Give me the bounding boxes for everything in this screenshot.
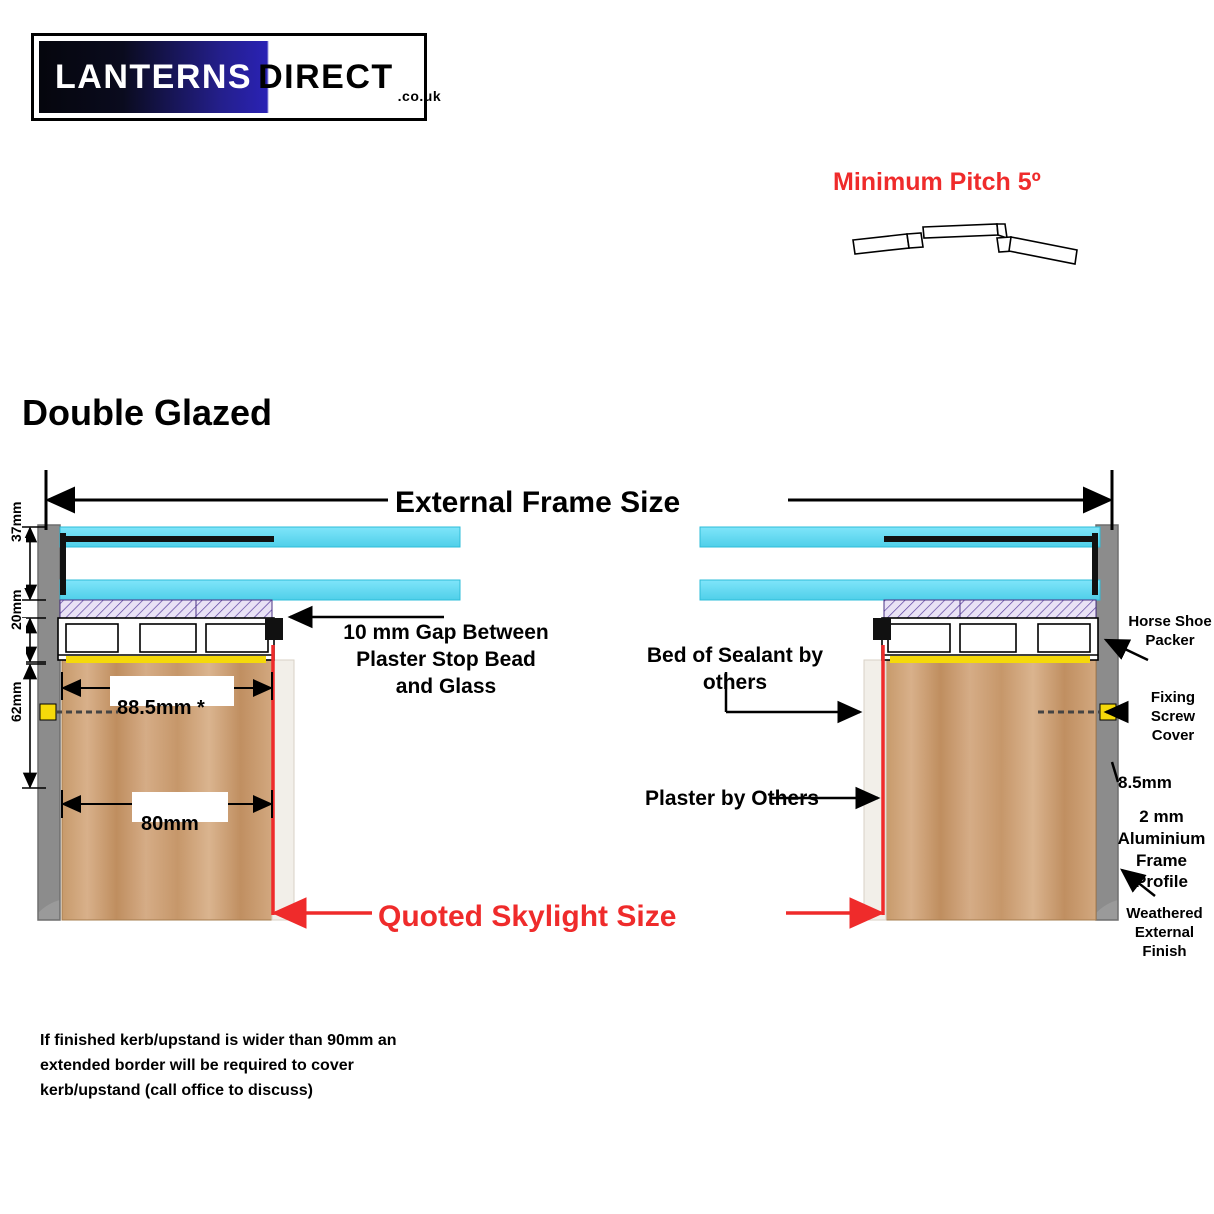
right-aluminium-profile [882, 618, 1098, 660]
label-dim-80: 80mm [141, 813, 199, 835]
brand-logo-lanterns: LANTERNS [55, 57, 253, 96]
brand-logo-domain: .co.uk [397, 88, 442, 104]
label-dim-62: 62mm [8, 681, 24, 722]
label-dim-8-5: 8.5mm [1118, 773, 1172, 792]
label-dim-88-5: 88.5mm * [117, 697, 205, 719]
left-plaster [272, 660, 294, 920]
label-aluminium-frame-profile: 2 mm Aluminium Frame Profile [1117, 807, 1206, 892]
minimum-pitch-label: Minimum Pitch 5º [833, 168, 1041, 196]
label-dim-20: 20mm [8, 589, 24, 630]
label-plaster-by-others: Plaster by Others [645, 787, 819, 810]
left-external-render [38, 525, 60, 920]
footnote-text: If finished kerb/upstand is wider than 90mm an extended border will be required to cover kerb/upstand (call office to discuss) [40, 1032, 397, 1099]
left-aluminium-profile [58, 618, 274, 660]
left-gasket [66, 656, 266, 663]
label-external-frame-size: External Frame Size [395, 486, 681, 519]
page-title: Double Glazed [22, 392, 273, 433]
brand-logo-direct: DIRECT [258, 57, 394, 96]
label-bed-of-sealant: Bed of Sealant by others [646, 644, 824, 694]
right-gasket [890, 656, 1090, 663]
label-quoted-skylight-size: Quoted Skylight Size [378, 900, 677, 933]
left-glass-panes [60, 527, 460, 600]
right-timber-kerb [886, 660, 1096, 920]
label-dim-37: 37mm [8, 501, 24, 542]
right-glass-panes [700, 527, 1100, 600]
right-frame-end-cap [873, 618, 891, 640]
label-fixing-screw-cover: Fixing Screw Cover [1150, 689, 1196, 745]
left-frame-end-cap [265, 618, 283, 640]
label-weathered-external-finish: Weathered External Finish [1126, 905, 1203, 961]
label-gap-note: 10 mm Gap Between Plaster Stop Bead and Glass [343, 621, 549, 698]
label-horse-shoe-packer: Horse Shoe Packer [1128, 613, 1212, 650]
